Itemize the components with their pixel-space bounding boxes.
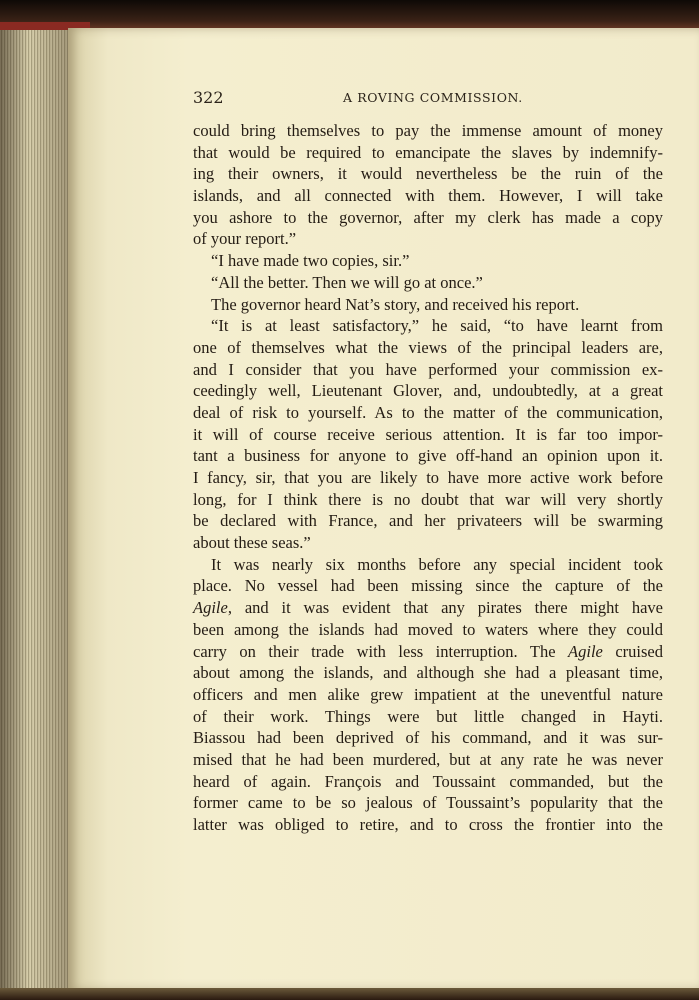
text-line: about these seas.” <box>193 533 311 553</box>
page-number: 322 <box>193 88 224 107</box>
ship-name: Agile <box>193 598 228 618</box>
text-line: it will of course receive serious attention. It is far too impor- <box>193 424 663 444</box>
text-line: about among the islands, and although she had a pleasant time, <box>193 663 663 683</box>
text-line: The governor heard Nat’s story, and received his report. <box>211 294 580 314</box>
text-line: deal of risk to yourself. As to the matter of the communication, <box>193 402 663 422</box>
text-line: heard of again. François and Toussaint commanded, but the <box>193 771 663 791</box>
text-segment: , and it was evident that any pirates there might have <box>227 598 663 618</box>
text-line: you ashore to the governor, after my clerk has made a copy <box>193 207 663 227</box>
text-line: one of themselves what the views of the principal leaders are, <box>193 337 663 357</box>
ship-name: Agile <box>568 641 603 661</box>
text-line: It was nearly six months before any special incident took <box>211 554 663 574</box>
text-line: be declared with France, and her privateers will be swarming <box>193 511 663 531</box>
running-head: A ROVING COMMISSION. <box>343 90 523 105</box>
text-line: “It is at least satisfactory,” he said, “to have learnt from <box>211 316 663 336</box>
text-line: ceedingly well, Lieutenant Glover, and, undoubtedly, at a great <box>193 381 663 401</box>
text-line: mised that he had been murdered, but at any rate he was never <box>193 749 663 769</box>
text-line: long, for I think there is no doubt that war will very shortly <box>193 489 663 509</box>
text-line: Biassou had been deprived of his command, and it was sur- <box>193 728 663 748</box>
text-line: of your report.” <box>193 229 297 249</box>
text-line: could bring themselves to pay the immense amount of money <box>193 121 663 140</box>
page-block-shadow <box>0 30 72 992</box>
text-line: and I consider that you have performed your commission ex- <box>193 359 663 379</box>
text-line: tant a business for anyone to give off-hand an opinion upon it. <box>193 446 663 466</box>
page-body-text <box>193 120 663 836</box>
text-line: “All the better. Then we will go at once.” <box>211 272 483 292</box>
text-line <box>193 597 663 619</box>
book-bottom-edge <box>0 988 699 1000</box>
text-line: “I have made two copies, sir.” <box>211 251 410 271</box>
text-line: I fancy, sir, that you are likely to have more active work before <box>193 468 663 487</box>
text-line: officers and men alike grew impatient at the uneventful nature <box>193 684 663 704</box>
book-cover-top <box>0 0 699 30</box>
text-line: that would be required to emancipate the slaves by indemnify- <box>193 142 663 162</box>
text-line: ing their owners, it would nevertheless be the ruin of the <box>193 164 663 184</box>
text-line: been among the islands had moved to waters where they could <box>193 619 663 639</box>
text-line: of their work. Things were but little changed in Hayti. <box>193 706 663 726</box>
text-line: place. No vessel had been missing since the capture of the <box>193 576 663 596</box>
text-line: islands, and all connected with them. However, I will take <box>193 186 663 206</box>
page-header <box>193 88 663 110</box>
text-line: latter was obliged to retire, and to cross the frontier into the <box>193 815 663 834</box>
text-line <box>193 641 663 663</box>
text-segment: carry on their trade with less interruption. The <box>193 641 569 661</box>
text-line: former came to be so jealous of Toussaint’s popularity that the <box>193 793 663 813</box>
text-segment: cruised <box>602 641 664 661</box>
